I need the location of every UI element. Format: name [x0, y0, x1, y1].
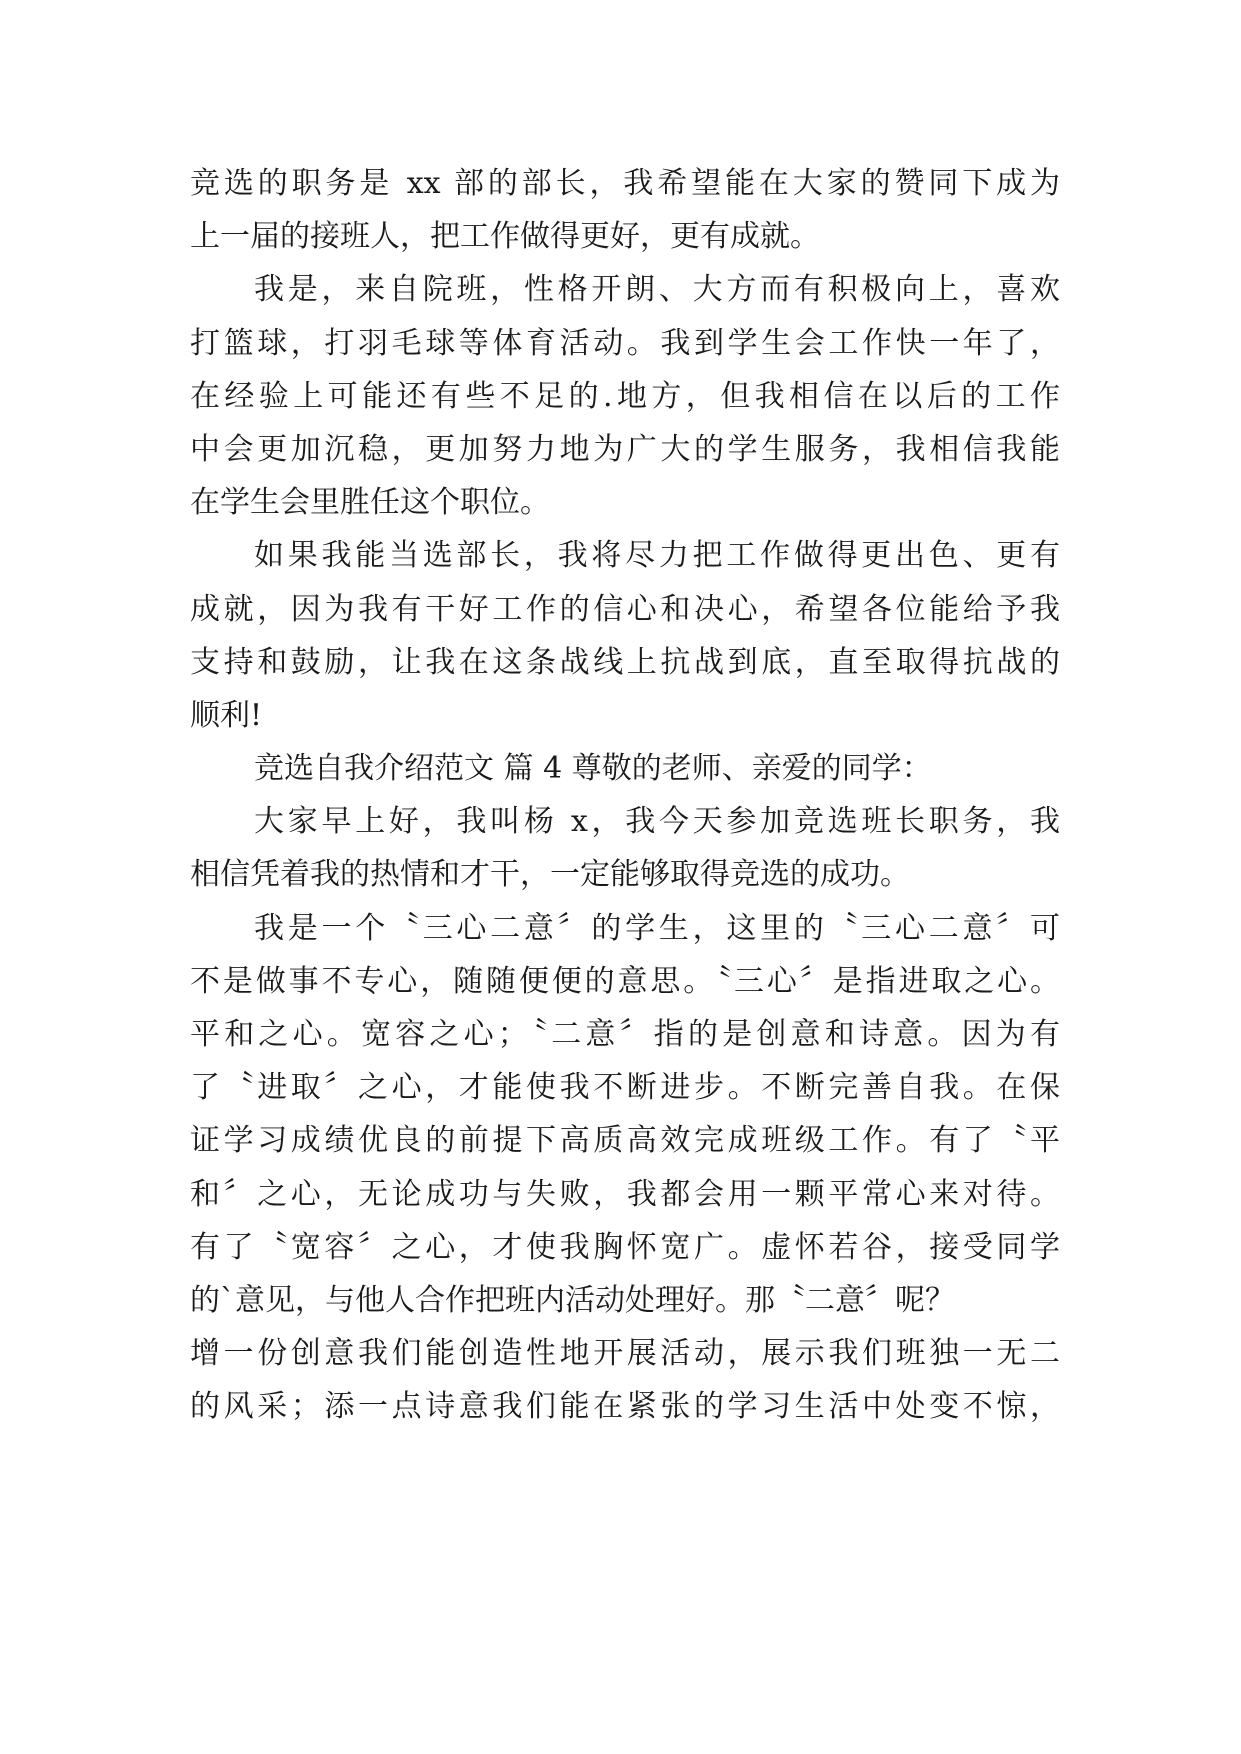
text-line: 不是做事不专心，随随便便的意思。〝三心〞是指进取之心。: [190, 963, 1060, 999]
text-line: 证学习成绩优良的前提下高质高效完成班级工作。有了〝平: [190, 1123, 1060, 1159]
text-line: 上一届的接班人，把工作做得更好，更有成就。: [190, 219, 820, 255]
text-line: 竞选的职务是 xx 部的部长，我希望能在大家的赞同下成为: [190, 166, 1060, 201]
paragraph-start-line: 如果我能当选部长，我将尽力把工作做得更出色、更有: [254, 538, 1060, 574]
text-line: 在经验上可能还有些不足的.地方，但我相信在以后的工作: [190, 378, 1060, 414]
paragraph-start-line: 我是，来自院班，性格开朗、大方而有积极向上，喜欢: [254, 272, 1060, 308]
text-line: 支持和鼓励，让我在这条战线上抗战到底，直至取得抗战的: [190, 644, 1060, 680]
section-heading-line: 竞选自我介绍范文 篇 4 尊敬的老师、亲爱的同学：: [254, 751, 932, 787]
text-line: 顺利!: [190, 697, 263, 733]
text-line: 的风采；添一点诗意我们能在紧张的学习生活中处变不惊，: [190, 1389, 1060, 1425]
text-line: 增一份创意我们能创造性地开展活动，展示我们班独一无二: [190, 1336, 1060, 1372]
text-line: 有了〝宽容〞之心，才使我胸怀宽广。虚怀若谷，接受同学: [190, 1229, 1060, 1265]
text-line: 的`意见，与他人合作把班内活动处理好。那〝二意〞呢？: [190, 1282, 955, 1318]
text-line: 中会更加沉稳，更加努力地为广大的学生服务，我相信我能: [190, 431, 1060, 467]
text-line: 了〝进取〞之心，才能使我不断进步。不断完善自我。在保: [190, 1070, 1060, 1106]
document-body: [190, 157, 1060, 1434]
paragraph-start-line: 我是一个〝三心二意〞的学生，这里的〝三心二意〞可: [254, 910, 1060, 946]
text-line: 成就，因为我有干好工作的信心和决心，希望各位能给予我: [190, 591, 1060, 627]
text-line: 相信凭着我的热情和才干，一定能够取得竞选的成功。: [190, 857, 910, 893]
paragraph-start-line: 大家早上好，我叫杨 x，我今天参加竞选班长职务，我: [254, 804, 1060, 840]
text-line: 打篮球，打羽毛球等体育活动。我到学生会工作快一年了，: [190, 325, 1060, 361]
text-line: 平和之心。宽容之心；〝二意〞指的是创意和诗意。因为有: [190, 1017, 1060, 1052]
text-line: 在学生会里胜任这个职位。: [190, 485, 550, 521]
text-line: 和〞之心，无论成功与失败，我都会用一颗平常心来对待。: [190, 1176, 1060, 1212]
